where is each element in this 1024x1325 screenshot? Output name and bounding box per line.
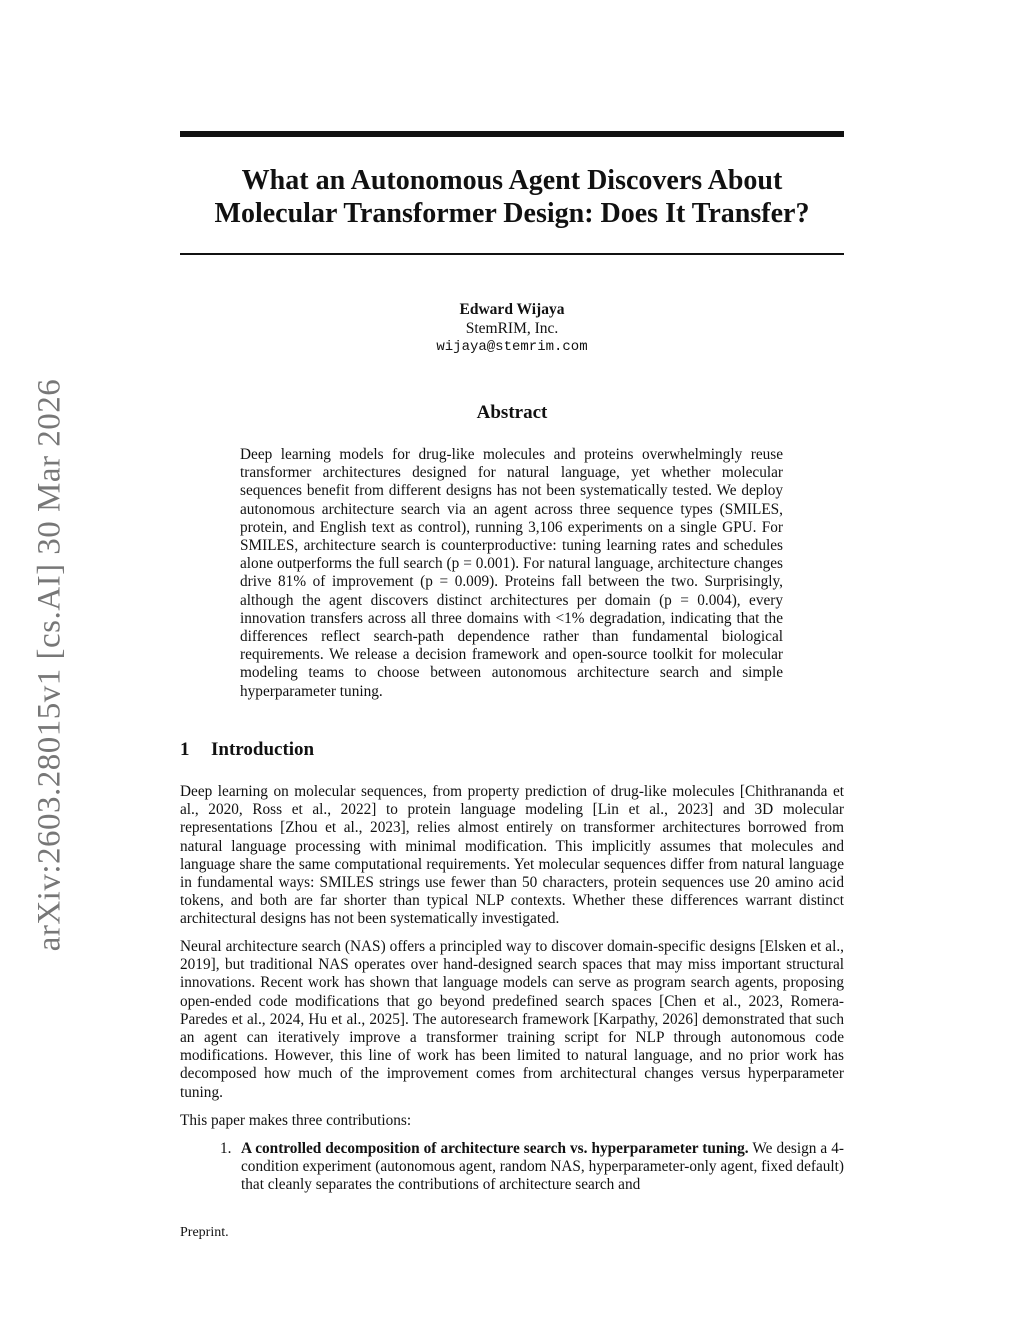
title-line-2: Molecular Transformer Design: Does It Transfer? (214, 198, 810, 229)
abstract-text: Deep learning models for drug-like molecules and proteins overwhelmingly reuse transformer architectures designed for natural language, yet whether molecular sequences benefit from different designs has not been systematically tested. We deploy autonomous architecture search via an agent across three sequence types (SMILES, protein, and English text as control), running 3,106 experiments on a single GPU. For SMILES, architecture search is counterproductive: tuning learning rates and schedules alone outperforms the full search (p = 0.001). For natural language, architecture changes drive 81% of improvement (p = 0.009). Proteins fall between the two. Surprisingly, although the agent discovers distinct architectures per domain (p = 0.004), every innovation transfers across all three domains with <1% degradation, indicating that the differences reflect search-path dependence rather than fundamental biological requirements. We release a decision framework and open-source toolkit for molecular modeling teams to choose between autonomous architecture search and simple hyperparameter tuning. (240, 446, 783, 700)
title-line-1: What an Autonomous Agent Discovers About (241, 165, 783, 196)
title-top-rule (180, 131, 844, 137)
footer-note: Preprint. (180, 1225, 229, 1240)
contribution-text: We design a 4-condition experiment (autonomous agent, random NAS, hyperparameter-only agent, fixed default) that cleanly separates the contributions of architecture search and (241, 1140, 845, 1194)
intro-paragraph-2: Neural architecture search (NAS) offers a principled way to discover domain-specific designs [Elsken et al., 2019], but traditional NAS operates over hand-designed search spaces that may miss important structural innovations. Recent work has shown that language models can serve as program search agents, proposing open-ended code modifications that go beyond predefined search spaces [Chen et al., 2023, Romera-Paredes et al., 2024, Hu et al., 2025]. The autoresearch framework [Karpathy, 2026] demonstrated that such an agent can iteratively improve a transformer training script for NLP through autonomous code modifications. However, this line of work has been limited to natural language, and no prior work has decomposed how much of the improvement comes from architectural changes versus hyperparameter tuning. (180, 938, 844, 1101)
section-number: 1 (180, 739, 190, 760)
arxiv-stamp-text: arXiv:2603.28015v1 [cs.AI] 30 Mar 2026 (31, 378, 68, 952)
author-affiliation: StemRIM, Inc. (465, 320, 559, 337)
title-bottom-rule (180, 253, 844, 255)
intro-paragraph-1: Deep learning on molecular sequences, from property prediction of drug-like molecules [Chithrananda et al., 2020, Ross et al., 2022] to protein language modeling [Lin et al., 2023] and 3D molecular representations [Zhou et al., 2023], relies almost entirely on transformer architectures borrowed from natural language processing with minimal modification. This implicitly assumes that molecules and language share the same computational requirements. Yet molecular sequences differ from natural language in fundamental ways: SMILES strings use fewer than 50 characters, protein sequences use 20 amino acid tokens, and both are far shorter than typical NLP contexts. Whether these differences warrant distinct architectural designs has not been systematically investigated. (180, 783, 844, 928)
intro-paragraph-3: This paper makes three contributions: (180, 1112, 412, 1129)
author-block (180, 300, 844, 357)
section-heading (180, 739, 314, 761)
contribution-text-block (241, 1140, 844, 1195)
contribution-number: 1. (220, 1140, 232, 1157)
abstract-heading: Abstract (476, 402, 548, 423)
section-title: Introduction (211, 739, 315, 760)
author-name: Edward Wijaya (459, 301, 565, 318)
contribution-bold-text: A controlled decomposition of architecture search vs. hyperparameter tuning. (241, 1140, 749, 1157)
paper-title (180, 164, 844, 230)
author-email: wijaya@stemrim.com (436, 339, 588, 355)
contribution-item (180, 1140, 844, 1195)
